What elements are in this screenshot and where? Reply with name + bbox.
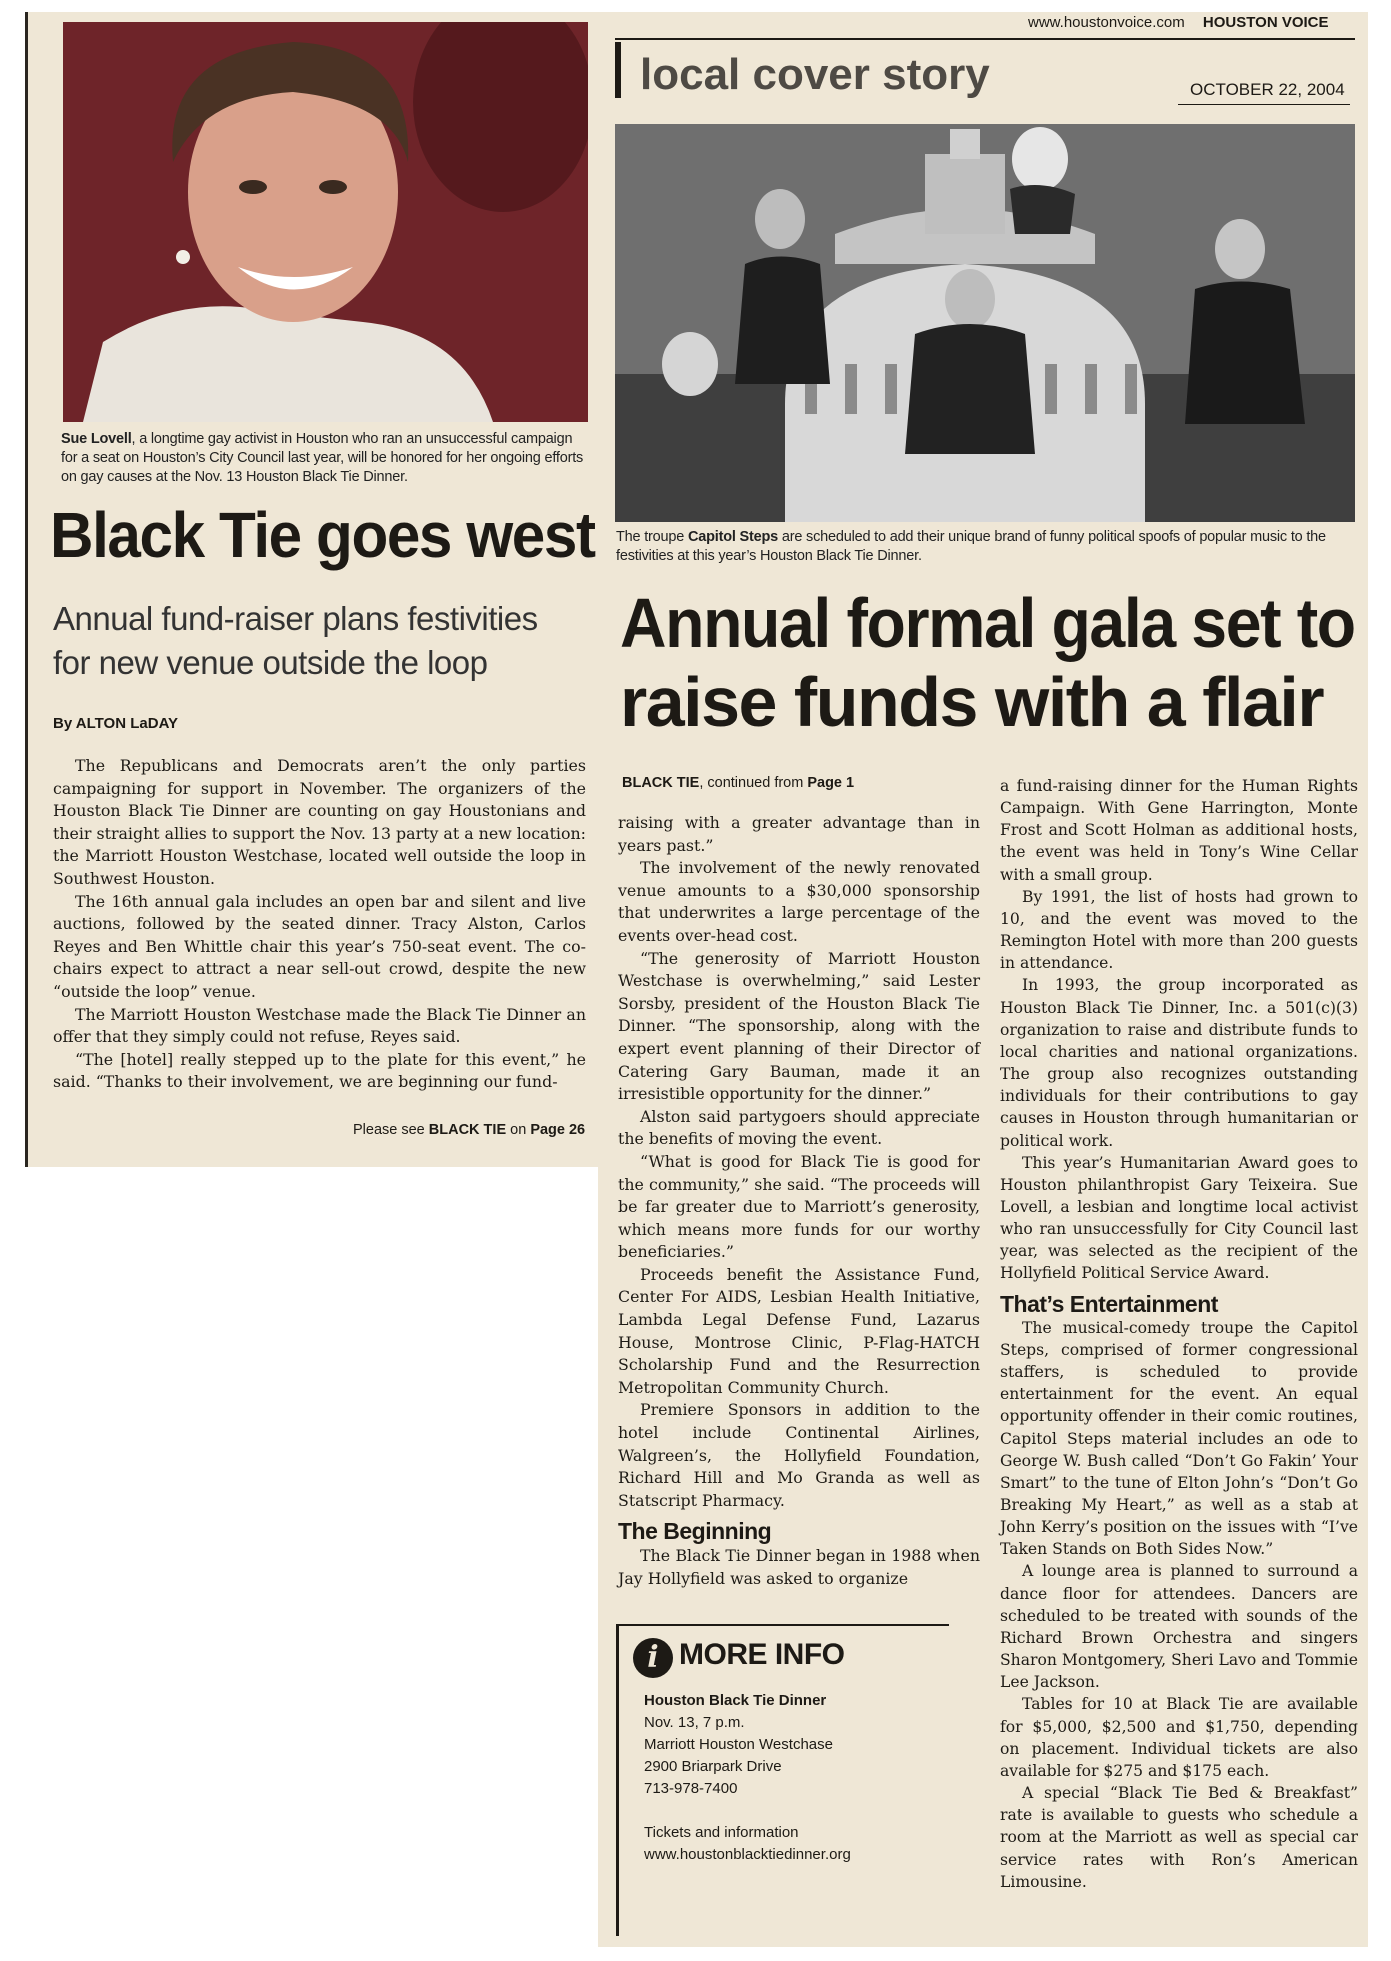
continued-section: BLACK TIE [622, 775, 700, 791]
jump-line [353, 1122, 585, 1138]
col2-paragraph: By 1991, the list of hosts had grown to 10, and the event was moved to the Remington Hotel with more than 200 guests in attendance. [1000, 887, 1358, 973]
continued-mid: , continued from [699, 775, 808, 791]
col2-paragraph: A lounge area is planned to surround a dance floor for attendees. Dancers are scheduled to be treated with sounds of the Richard Brown Orchestra and singers Sharon Montgomery, Sheri Lavo and Tommie Lee Jackson. [1000, 1562, 1358, 1692]
col2-paragraph: Tables for 10 at Black Tie are available for $5,000, $2,500 and $1,750, depending on placement. Individual tickets are also available for $275 and $175 each. [1000, 1695, 1358, 1780]
continued-line [622, 775, 854, 791]
caption-text: , a longtime gay activist in Houston who ran an unsuccessful campaign for a seat on Houston’s City Council last year, will be honored for her ongoing efforts on gay causes at the Nov. 13 Houston Black Tie Dinner. [61, 431, 584, 485]
col1-paragraph: raising with a greater advantage than in years past.” [618, 813, 980, 855]
section-title: local cover story [640, 50, 990, 99]
col2-paragraph: a fund-raising dinner for the Human Rights Campaign. With Gene Harrington, Monte Frost and Scott Holman as additional hosts, the event was held in Tony’s Wine Cellar with a small group. [1000, 777, 1358, 884]
right-photo-caption [616, 528, 1356, 566]
more-info-date: Nov. 13, 7 p.m. [644, 1714, 745, 1731]
left-clipping [25, 12, 601, 1167]
left-paragraph: The Marriott Houston Westchase made the Black Tie Dinner an offer that they simply could not refuse, Reyes said. [53, 1004, 586, 1047]
col2-paragraph: This year’s Humanitarian Award goes to Houston philanthropist Gary Teixeira. Sue Lovell, a lesbian and longtime local activist who ran unsuccessfully for City Council last year, was selected as the recipient of the Hollyfield Political Service Award. [1000, 1153, 1358, 1283]
more-info-address: 2900 Briarpark Drive [644, 1758, 782, 1775]
more-info-website: www.houstonblacktiedinner.org [644, 1846, 851, 1863]
left-headline: Black Tie goes west [50, 499, 595, 571]
masthead-website: www.houstonvoice.com [1028, 14, 1185, 31]
masthead [1028, 14, 1329, 31]
more-info-event: Houston Black Tie Dinner [644, 1692, 827, 1709]
sue-lovell-photo [63, 22, 588, 422]
more-info-venue: Marriott Houston Westchase [644, 1736, 833, 1753]
col2-paragraph: A special “Black Tie Bed & Breakfast” rate is available to guests who schedule a room at the Marriott as well as special car service rates with Ron’s American Limousine. [1000, 1784, 1358, 1891]
left-paragraph: The 16th annual gala includes an open bar and silent and live auctions, followed by the seated dinner. Tracy Alston, Carlos Reyes and Ben Whittle chair this year’s 750-seat event. The co-chairs expect to attract a near sell-out crowd, despite the new “outside the loop” venue. [53, 891, 586, 1001]
col1-paragraph: Premiere Sponsors in addition to the hotel include Continental Airlines, Walgreen’s, the Hollyfield Foundation, Richard Hill and Mo Granda as well as Statscript Pharmacy. [618, 1400, 980, 1510]
caption-pre: The troupe [616, 529, 688, 545]
right-clipping [598, 12, 1368, 1947]
subhead-entertainment: That’s Entertainment [1000, 1290, 1218, 1317]
caption-name: Capitol Steps [687, 529, 779, 545]
caption-text: are scheduled to add their unique brand of funny political spoofs of popular music to the festivities at this year’s Houston Black Tie Dinner. [616, 529, 1326, 564]
right-column-2 [1000, 775, 1358, 1893]
more-info-tickets: Tickets and information [644, 1824, 799, 1841]
left-deck: Annual fund-raiser plans festivities for new venue outside the loop [53, 600, 538, 681]
capitol-illustration [615, 124, 1355, 522]
col1-paragraph: Proceeds benefit the Assistance Fund, Center For AIDS, Lesbian Health Initiative, Lambda Legal Defense Fund, Lazarus House, Montrose Clinic, P-Flag-HATCH Scholarship Fund and the Resurrection Metropolitan Community Church. [618, 1264, 980, 1397]
col1-paragraph: Alston said partygoers should appreciate the benefits of moving the event. [618, 1106, 980, 1149]
more-info-phone: 713-978-7400 [644, 1780, 738, 1797]
col1-paragraph: “What is good for Black Tie is good for the community,” she said. “The proceeds will be far greater due to Marriott’s generosity, which means more funds for our worthy beneficiaries.” [618, 1151, 980, 1262]
info-icon: i [633, 1638, 673, 1678]
continued-page: Page 1 [807, 775, 855, 791]
jump-mid: on [506, 1122, 531, 1138]
left-body [53, 755, 586, 1094]
col1-paragraph: The Black Tie Dinner began in 1988 when Jay Hollyfield was asked to organize [618, 1546, 980, 1588]
left-paragraph: The Republicans and Democrats aren’t the only parties campaigning for support in November. The organizers of the Houston Black Tie Dinner are counting on gay Houstonians and their straight allies to support the Nov. 13 party at a new location: the Marriott Houston Westchase, located well outside the loop in Southwest Houston. [53, 756, 586, 888]
left-paragraph: “The [hotel] really stepped up to the plate for this event,” he said. “Thanks to their involvement, we are beginning our fund- [53, 1049, 586, 1092]
jump-section: BLACK TIE [428, 1122, 507, 1138]
more-info-spacer [644, 1800, 851, 1822]
issue-date: OCTOBER 22, 2004 [1190, 80, 1345, 99]
more-info-details [644, 1690, 851, 1866]
masthead-rule [615, 38, 1355, 40]
left-photo-caption [61, 430, 591, 487]
col1-paragraph: “The generosity of Marriott Houston Westchase is overwhelming,” said Lester Sorsby, president of the Houston Black Tie Dinner. “The sponsorship, along with the expert event planning of their Director of Catering Gary Bauman, made it an irresistible opportunity for the dinner.” [618, 948, 980, 1104]
more-info-box [616, 1624, 949, 1936]
right-headline-line2: raise funds with a flair [620, 663, 1324, 741]
byline: By ALTON LaDAY [53, 715, 179, 732]
capitol-steps-photo [615, 124, 1355, 522]
date-rule [1178, 104, 1350, 105]
portrait-illustration [63, 22, 588, 422]
right-column-1 [618, 812, 980, 1590]
jump-page: Page 26 [530, 1122, 586, 1138]
col1-paragraph: The involvement of the newly renovated venue amounts to a $30,000 sponsorship that underwrites a large percentage of the events over-head cost. [618, 858, 980, 945]
masthead-publication: HOUSTON VOICE [1202, 14, 1329, 31]
jump-prefix: Please see [353, 1122, 429, 1138]
col2-paragraph: The musical-comedy troupe the Capitol Steps, comprised of former congressional staffers, is scheduled to provide entertainment for the event. An equal opportunity offender in their comic routines, Capitol Steps material includes an ode to George W. Bush called “Don’t Go Fakin’ Your Smart” to the tune of Elton John’s “Don’t Go Breaking My Heart,” as well as a stab at John Kerry’s position on the issues with “I’ve Taken Stands on Both Sides Now.” [1000, 1318, 1358, 1559]
right-headline-line1: Annual formal gala set to [620, 584, 1355, 662]
col2-paragraph: In 1993, the group incorporated as Houston Black Tie Dinner, Inc. a 501(c)(3) organization to raise and distribute funds to local charities and national organizations. The group also recognizes outstanding individuals for their contributions to gay causes in Houston through humanitarian or political work. [1000, 976, 1358, 1150]
section-bar [615, 42, 621, 98]
subhead-beginning: The Beginning [618, 1518, 772, 1545]
caption-name: Sue Lovell [61, 431, 132, 447]
more-info-title: MORE INFO [679, 1638, 845, 1671]
